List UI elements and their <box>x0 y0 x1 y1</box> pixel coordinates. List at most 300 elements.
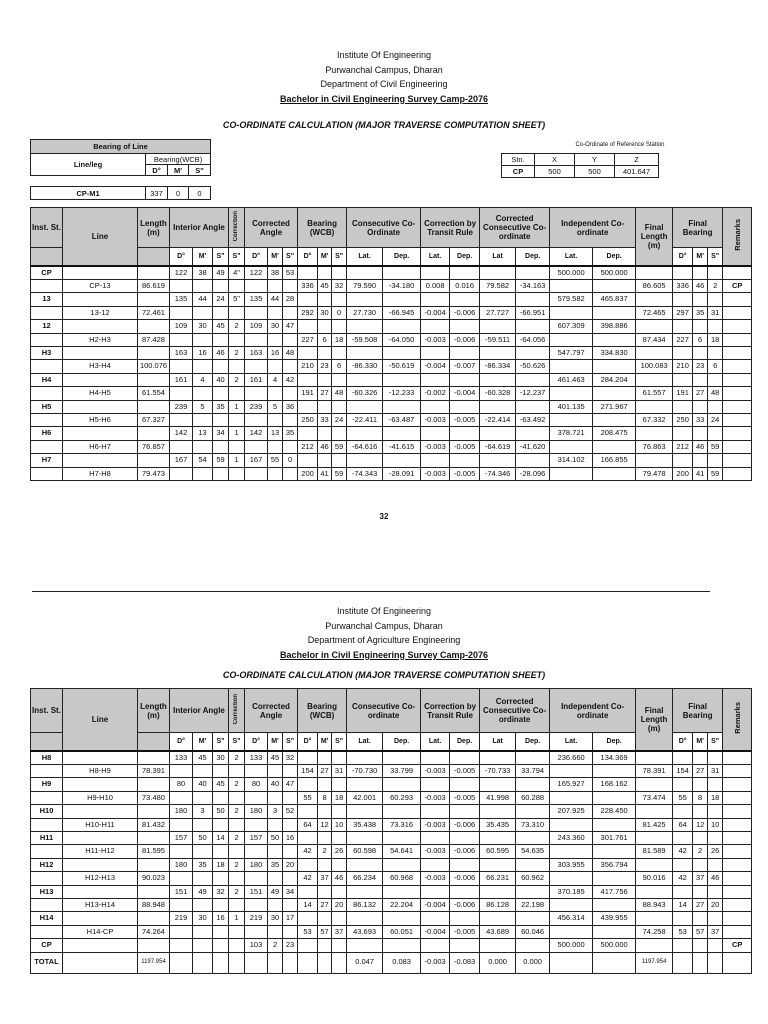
table-cell <box>229 939 245 952</box>
table-cell: 18 <box>332 333 347 346</box>
table-cell: 43.693 <box>347 925 383 938</box>
table-row <box>31 333 752 346</box>
table-cell <box>347 858 383 871</box>
table-row <box>31 858 752 871</box>
table-cell <box>170 898 193 911</box>
table-cell <box>268 440 283 453</box>
table-cell <box>450 939 480 952</box>
table-cell <box>268 467 283 480</box>
table-cell: 5 <box>268 400 283 413</box>
table-cell <box>318 858 332 871</box>
table-cell: 48 <box>332 387 347 400</box>
col-inst-station: Inst. St. <box>31 689 63 733</box>
table-cell <box>480 778 516 791</box>
table-cell: 219 <box>170 912 193 925</box>
table-cell <box>693 373 708 386</box>
table-cell <box>63 427 138 440</box>
table-cell: 81.432 <box>138 818 170 831</box>
table-cell <box>332 939 347 952</box>
table-cell: 100.083 <box>636 360 673 373</box>
table-cell: 86.128 <box>480 898 516 911</box>
table-cell <box>516 266 550 280</box>
table-cell: 35.435 <box>480 818 516 831</box>
unit-lat: Lat. <box>347 248 383 266</box>
table-cell <box>421 831 450 844</box>
table-cell <box>673 912 693 925</box>
table-cell <box>283 387 298 400</box>
col-interior-angle: Interior Angle <box>170 208 229 248</box>
table-cell: 191 <box>673 387 693 400</box>
table-cell: 35 <box>693 306 708 319</box>
table-cell <box>550 818 593 831</box>
table-cell: 6 <box>693 333 708 346</box>
program-name: Bachelor in Civil Engineering Survey Camp-2076 <box>279 93 489 104</box>
table-cell: 12 <box>318 818 332 831</box>
unit-d: D° <box>673 248 693 266</box>
table-cell: 45 <box>318 279 332 292</box>
table-cell <box>593 413 636 426</box>
table-cell <box>170 925 193 938</box>
total-cell <box>693 952 708 973</box>
table-cell <box>318 400 332 413</box>
table-cell <box>138 939 170 952</box>
table-cell: 86.132 <box>347 898 383 911</box>
table-cell: 45 <box>213 320 229 333</box>
table-cell: 37 <box>332 925 347 938</box>
table-cell: 401.135 <box>550 400 593 413</box>
table-cell <box>673 939 693 952</box>
table-cell <box>450 266 480 280</box>
table-cell <box>480 885 516 898</box>
table-cell: 5" <box>229 293 245 306</box>
table-cell: 31 <box>708 306 723 319</box>
table-cell <box>693 454 708 467</box>
table-cell <box>383 858 421 871</box>
table-cell: 81.595 <box>138 845 170 858</box>
table-cell: 37 <box>693 872 708 885</box>
table-cell: 79.478 <box>636 467 673 480</box>
table-cell <box>480 293 516 306</box>
table-cell: 163 <box>170 346 193 359</box>
bearing-wcb-header: Bearing(WCB) <box>146 154 211 165</box>
table-cell <box>550 413 593 426</box>
table-cell <box>723 858 752 871</box>
col-transit-correction: Correction by Transit Rule <box>421 208 480 248</box>
table-cell: 27 <box>693 764 708 777</box>
department-name: Department of Agriculture Engineering <box>307 635 461 645</box>
table-cell <box>193 764 213 777</box>
table-cell <box>229 467 245 480</box>
table-cell: 78.391 <box>636 764 673 777</box>
total-cell <box>593 952 636 973</box>
table-cell: 46 <box>332 872 347 885</box>
table-cell: 210 <box>673 360 693 373</box>
unit-d: D° <box>673 733 693 751</box>
table-cell <box>723 791 752 804</box>
total-cell: -0.003 <box>421 952 450 973</box>
col-inst-station: Inst. St. <box>31 208 63 248</box>
col-consecutive: Consecutive Co-ordinate <box>347 689 421 733</box>
total-cell <box>283 952 298 973</box>
col-final-bearing: Final Bearing <box>673 689 723 733</box>
table-cell <box>138 320 170 333</box>
table-cell <box>708 831 723 844</box>
table-cell <box>268 898 283 911</box>
table-cell <box>298 912 318 925</box>
table-cell <box>31 467 63 480</box>
table-cell: 79.590 <box>347 279 383 292</box>
table-cell <box>550 333 593 346</box>
table-cell: 12 <box>693 818 708 831</box>
table-cell <box>63 346 138 359</box>
table-cell <box>708 751 723 765</box>
table-cell <box>593 818 636 831</box>
table-cell: 163 <box>245 346 268 359</box>
unit-minute: M' <box>168 165 189 176</box>
table-cell: 44 <box>193 293 213 306</box>
table-cell <box>421 454 450 467</box>
table-cell <box>593 333 636 346</box>
table-cell <box>193 413 213 426</box>
col-correction: Correction <box>233 211 240 242</box>
table-cell <box>347 373 383 386</box>
table-cell <box>63 939 138 952</box>
table-cell: 61.557 <box>636 387 673 400</box>
table-cell <box>332 831 347 844</box>
table-cell <box>636 293 673 306</box>
table-cell <box>347 400 383 413</box>
table-cell <box>213 360 229 373</box>
table-cell: 133 <box>170 751 193 765</box>
table-cell: 60.046 <box>516 925 550 938</box>
total-cell: -0.083 <box>450 952 480 973</box>
table-cell: 191 <box>298 387 318 400</box>
table-cell: 54 <box>193 454 213 467</box>
table-cell <box>723 346 752 359</box>
table-cell: 154 <box>298 764 318 777</box>
table-cell <box>421 427 450 440</box>
table-cell <box>550 925 593 938</box>
unit-m: M' <box>318 733 332 751</box>
table-cell <box>636 778 673 791</box>
unit-m: M' <box>693 733 708 751</box>
table-cell: 20 <box>332 898 347 911</box>
table-cell <box>318 454 332 467</box>
ref-header-z: Z <box>615 154 659 166</box>
unit-s: S" <box>332 248 347 266</box>
table-cell: 2 <box>229 346 245 359</box>
table-cell <box>63 373 138 386</box>
table-cell <box>383 751 421 765</box>
table-cell <box>332 778 347 791</box>
table-cell <box>213 939 229 952</box>
total-cell <box>229 952 245 973</box>
table-cell <box>673 831 693 844</box>
table-cell: 243.360 <box>550 831 593 844</box>
unit-dep: Dep. <box>450 733 480 751</box>
table-cell: -34.180 <box>383 279 421 292</box>
unit-dep: Dep. <box>450 248 480 266</box>
table-cell: 417.756 <box>593 885 636 898</box>
table-cell: 13 <box>31 293 63 306</box>
table-cell <box>593 791 636 804</box>
table-cell: H2-H3 <box>63 333 138 346</box>
unit-second: S" <box>189 165 211 176</box>
table-cell: 45 <box>268 751 283 765</box>
table-cell: 60.051 <box>383 925 421 938</box>
table-cell <box>723 400 752 413</box>
col-consecutive: Consecutive Co-Ordinate <box>347 208 421 248</box>
table-cell: 135 <box>170 293 193 306</box>
table-cell <box>229 791 245 804</box>
table-cell <box>332 751 347 765</box>
col-line: Line <box>63 208 138 266</box>
unit-s: S" <box>708 733 723 751</box>
table-cell: 180 <box>245 858 268 871</box>
table-cell: 37 <box>708 925 723 938</box>
unit-m: M' <box>268 733 283 751</box>
table-cell: 227 <box>673 333 693 346</box>
table-cell: 157 <box>170 831 193 844</box>
table-cell: 50 <box>213 805 229 818</box>
table-cell <box>283 818 298 831</box>
program-name: Bachelor in Civil Engineering Survey Camp-2076 <box>279 649 489 660</box>
table-cell: 2 <box>229 373 245 386</box>
table-cell <box>245 440 268 453</box>
table-cell: 52 <box>283 805 298 818</box>
bearing-m: 0 <box>168 187 189 200</box>
table-cell <box>708 885 723 898</box>
table-cell: 35 <box>283 427 298 440</box>
table-cell: -0.007 <box>450 360 480 373</box>
table-cell <box>693 320 708 333</box>
table-cell: 500.000 <box>593 939 636 952</box>
table-cell <box>245 333 268 346</box>
table-cell <box>213 387 229 400</box>
unit-lat: Lat. <box>421 733 450 751</box>
table-cell <box>383 266 421 280</box>
table-cell <box>298 427 318 440</box>
table-cell <box>170 306 193 319</box>
table-cell <box>673 454 693 467</box>
table-cell: 103 <box>245 939 268 952</box>
table-cell: -22.411 <box>347 413 383 426</box>
table-cell: 547.797 <box>550 346 593 359</box>
table-cell <box>516 885 550 898</box>
table-cell: 200 <box>673 467 693 480</box>
table-cell: 10 <box>708 818 723 831</box>
table-cell: 26 <box>708 845 723 858</box>
table-cell: 24 <box>332 413 347 426</box>
table-cell <box>298 778 318 791</box>
table-cell <box>170 440 193 453</box>
total-cell <box>213 952 229 973</box>
table-cell: 59 <box>213 454 229 467</box>
table-cell: 142 <box>170 427 193 440</box>
table-cell: 49 <box>268 885 283 898</box>
table-cell: 23 <box>693 360 708 373</box>
table-cell <box>283 925 298 938</box>
table-cell <box>31 306 63 319</box>
table-cell <box>708 805 723 818</box>
table-cell <box>636 858 673 871</box>
table-cell <box>723 805 752 818</box>
table-cell: 134.369 <box>593 751 636 765</box>
table-cell <box>138 858 170 871</box>
total-cell <box>298 952 318 973</box>
table-cell <box>480 320 516 333</box>
table-cell <box>138 831 170 844</box>
table-cell: 86.619 <box>138 279 170 292</box>
table-cell <box>550 360 593 373</box>
table-cell: H10 <box>31 805 63 818</box>
table-cell <box>318 346 332 359</box>
table-cell: -60.328 <box>480 387 516 400</box>
table-cell: 6 <box>318 333 332 346</box>
table-cell <box>245 360 268 373</box>
table-cell <box>318 885 332 898</box>
table-cell <box>268 413 283 426</box>
table-cell <box>347 912 383 925</box>
table-cell <box>383 400 421 413</box>
table-cell: 24 <box>708 413 723 426</box>
table-cell <box>245 413 268 426</box>
col-final-length: Final Length (m) <box>636 689 673 751</box>
table-cell: 122 <box>170 266 193 280</box>
table-cell: 239 <box>245 400 268 413</box>
table-cell <box>636 346 673 359</box>
table-cell: -59.508 <box>347 333 383 346</box>
table-cell: -22.414 <box>480 413 516 426</box>
table-row <box>31 764 752 777</box>
table-cell: 17 <box>283 912 298 925</box>
table-cell: 3 <box>193 805 213 818</box>
table-cell <box>450 831 480 844</box>
table-cell <box>245 845 268 858</box>
table-cell <box>383 939 421 952</box>
table-cell: CP <box>723 939 752 952</box>
table-cell <box>347 427 383 440</box>
table-cell <box>421 751 450 765</box>
table-cell: 284.204 <box>593 373 636 386</box>
table-cell <box>63 858 138 871</box>
table-cell <box>138 293 170 306</box>
table-cell <box>593 360 636 373</box>
table-cell <box>516 858 550 871</box>
table-cell: 32 <box>213 885 229 898</box>
table-cell: 208.475 <box>593 427 636 440</box>
table-cell <box>593 387 636 400</box>
table-cell: -63.492 <box>516 413 550 426</box>
table-cell: 135 <box>245 293 268 306</box>
table-cell: 4 <box>268 373 283 386</box>
table-cell <box>693 885 708 898</box>
table-cell <box>213 872 229 885</box>
table-cell: 200 <box>298 467 318 480</box>
table-cell <box>636 400 673 413</box>
table-cell: -0.004 <box>421 925 450 938</box>
table-cell <box>245 306 268 319</box>
table-cell <box>138 373 170 386</box>
table-cell <box>283 791 298 804</box>
table-cell <box>383 454 421 467</box>
table-cell: -50.619 <box>383 360 421 373</box>
table-cell: -0.002 <box>421 387 450 400</box>
table-cell: CP <box>723 279 752 292</box>
table-cell <box>193 791 213 804</box>
bearing-line: CP-M1 <box>31 187 146 200</box>
total-cell <box>318 952 332 973</box>
table-cell: 60.962 <box>516 872 550 885</box>
table-cell: 88.943 <box>636 898 673 911</box>
table-cell: 41.998 <box>480 791 516 804</box>
table-cell: 16 <box>283 831 298 844</box>
col-corrected-angle: Corrected Angle <box>245 208 298 248</box>
total-cell <box>245 952 268 973</box>
table-cell <box>193 333 213 346</box>
table-cell: -0.004 <box>421 360 450 373</box>
table-cell: -0.003 <box>421 818 450 831</box>
table-cell: H13 <box>31 885 63 898</box>
table-cell <box>31 791 63 804</box>
table-cell: 35 <box>193 858 213 871</box>
table-cell <box>332 266 347 280</box>
table-cell <box>636 454 673 467</box>
table-cell <box>318 912 332 925</box>
table-cell: 271.967 <box>593 400 636 413</box>
table-cell <box>193 387 213 400</box>
table-cell: 42.001 <box>347 791 383 804</box>
table-cell <box>318 831 332 844</box>
table-cell: 212 <box>673 440 693 453</box>
table-cell: 30 <box>213 751 229 765</box>
table-cell <box>170 467 193 480</box>
table-cell <box>480 912 516 925</box>
table-cell <box>421 805 450 818</box>
table-cell: 49 <box>213 266 229 280</box>
table-cell <box>283 467 298 480</box>
table-cell <box>298 805 318 818</box>
table-cell <box>170 360 193 373</box>
table-cell: 41 <box>318 467 332 480</box>
table-cell <box>383 805 421 818</box>
unit-d: D° <box>245 733 268 751</box>
table-cell <box>593 845 636 858</box>
unit-d: D° <box>298 733 318 751</box>
unit-lat: Lat. <box>550 733 593 751</box>
unit-lat: Lat. <box>421 248 450 266</box>
table-cell: H5 <box>31 400 63 413</box>
table-cell <box>636 831 673 844</box>
table-cell <box>593 764 636 777</box>
table-cell <box>63 805 138 818</box>
table-cell <box>636 427 673 440</box>
table-cell <box>421 266 450 280</box>
table-cell: -12.233 <box>383 387 421 400</box>
unit-d: D° <box>170 733 193 751</box>
col-final-length: Final Length (m) <box>636 208 673 266</box>
table-cell <box>723 885 752 898</box>
page2-title: CO-ORDINATE CALCULATION (MAJOR TRAVERSE COMPUTATION SHEET) <box>222 670 546 680</box>
table-cell: 47 <box>283 778 298 791</box>
table-cell <box>516 427 550 440</box>
table-cell <box>170 872 193 885</box>
page-separator <box>32 591 710 592</box>
table-cell <box>708 454 723 467</box>
table-cell: 500.000 <box>550 266 593 280</box>
table-cell <box>213 467 229 480</box>
ref-header-y: Y <box>575 154 615 166</box>
